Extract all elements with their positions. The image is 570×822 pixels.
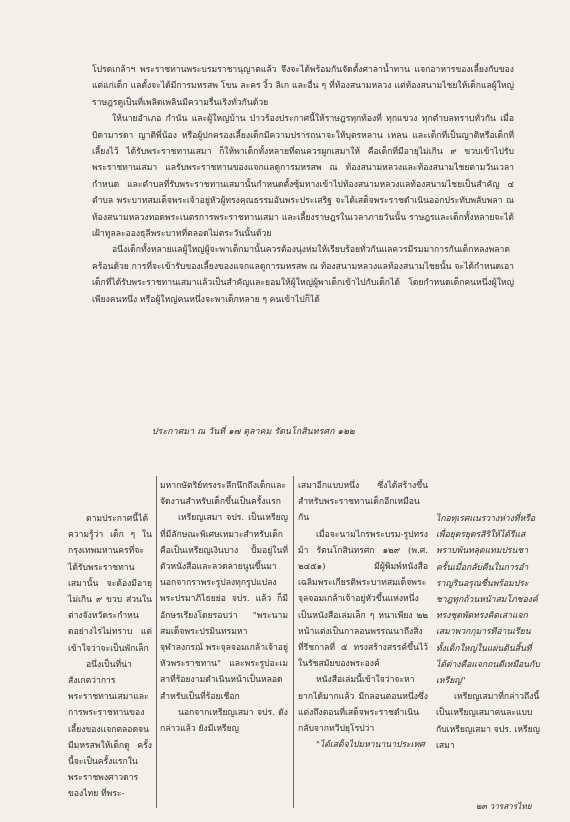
paragraph: อนึ่งเป็นที่น่าสังเกตว่าการพระราชทานเสมาและการพระราชทานของเลี้ยงของแจกตลอดจนมีมหรสพให้เด็กดู ครั้งนี้จะเป็นครั้งแรกในพระราชพงศาวดารของไทย ที่พระ- — [68, 659, 152, 800]
paragraph: มหากษัตริย์ทรงระลึกนึกถึงเด็กและจัดงานสำหรับเด็กขึ้นเป็นครั้งแรก — [160, 481, 287, 508]
column-divider — [293, 476, 294, 808]
paragraph: ให้นายอำเภอ กำนัน และผู้ใหญ่บ้าน ป่าวร้องประกาศนี้ให้ราษฎรทุกท้องที่ ทุกแขวง ทุกตำบลทราบทั่วกัน เมื่อบิดามารดา ญาติพี่น้อง หรือผู้ปกครองเลี้ยงเด็กมีความปรารถนาจะให้บุตรหลาน เหลน และเด็กที่เป็นญาติหรือเด็กที่เลี้ยงไว้ ได้รับพระราชทานเสมา ก็ให้พาเด็กทั้งหลายที่ตนควรผูกเสมาให้ คือเด็กที่มีอายุไม่เกิน ๙ ขวบเข้าไปรับพระราชทานเสมา แลรับพระราชทานของแจกแลดูการมหรสพ ณ ท้องสนามหลวงและท้องสนามไชยตามวันเวลากำหนด และตำบลที่รับพระราชทานเสมานั้นกำหนดตั้งซุ้มทางเข้าไปท้องสนามหลวงแลท้องสนามไชยเป็นสำคัญ ๔ ตำบล พระบาทสมเด็จพระเจ้าอยู่หัวผู้ทรงคุณธรรมอันพระประเสริฐ จะได้เสด็จพระราชดำเนินออกประทับพลับพลา ณ ท้องสนามหลวงทอดพระเนตรการพระราชทานเสมา และเลี้ยงราษฎรในเวลาภายวันนั้น ราษฎรและเด็กทั้งหลายจะได้เฝ้าทูลละอองธุลีพระบาทที่ตลอดไม่ตระวันนั้นด้วย — [92, 114, 514, 240]
column-3 — [298, 478, 428, 753]
paragraph: นอกจากเหรียญเสมา จปร. ดังกล่าวแล้ว ยังมีเหรียญ — [160, 707, 288, 735]
paragraph: หนังสือเล่มนี้เข้าใจว่าจะหายากได้มากแล้ว มีกลอนตอนหนึ่งซึ่งแต่งถึงตอนที่เสด็จพระราชดำเนินกลับจากทวีปยุโรปว่า — [298, 675, 428, 735]
paragraph: เสมาอีกแบบหนึ่ง ซึ่งได้สร้างขึ้นสำหรับพระราชทานเด็กอีกเหมือนกัน — [298, 481, 428, 524]
paragraph: โปรดเกล้าฯ พระราชทานพระบรมราชานุญาตแล้ว จึงจะได้พร้อมกันจัดตั้งศาลาน้ำทาน แจกอาหารของเลี้ยงกับของแต่แก่เด็ก แลตั้งจะได้มีการมหรสพ โขน ละคร งิ้ว ลิเก และอื่น ๆ ที่ท้องสนามหลวง แต่ท้องสนามไชยให้เด็กแลผู้ใหญ่ราษฎรดูเป็นที่เพลิดเพลินมีความรื่นเริงทั่วกันด้วย — [92, 65, 514, 108]
page-folio: ๒๓ วารสารไทย — [476, 801, 532, 811]
column-1 — [68, 511, 152, 803]
proclamation-dateline: ประกาศมา ณ วันที่ ๑๗ ตุลาคม รัตนโกสินทรศก ๑๒๒ — [152, 427, 355, 437]
paragraph: เหรียญเสมา จปร. เป็นเหรียญที่มีลักษณะพิเศษเหมาะสำหรับเด็ก คือเป็นเหรียญเงินบาง ปั้มอยู่ในที่ตัวหนังสือและลวดลายนูนขึ้นมา นอกจากราพระรูปลงทุกรูปแปลงพระปรมาภิไธยย่อ จปร. แล้ว ก็มีอักษรเรียงโดยรอบว่า "พระนามสมเด็จพระปรมินทรมหาจุฬาลงกรณ์ พระจุลจอมเกล้าเจ้าอยู่หัวพระราชทาน" และพระรูปอะเมสาที่ร้อยงามดำเนินหน้าเป็นหลอดสำหรับเป็นที่ร้อยเชือก — [160, 513, 289, 702]
top-text-block — [92, 62, 514, 308]
poem-quote: ไกอทุเรศแนรวางห่างที่หรือเพื่อยุตรยุตรสิริให้ได้รีแสพราบพ้นทลุตแทมปรนชาครั้นเมื่อกลับคืนในการอำราญรินอรุณชื่นพร้อมประชาฎทุกถ้วนหน้าสมโภชองค์ทรงชุตพัดทรงคิดเสาแจกเสมาพวกกุมารทีอ่านเรียนทั้งเด็กใหญ่ในแผ่นดินสิ้นที่ได้ต่างคือแจกถนดีเหมือนกับเหรียญ" — [436, 514, 540, 687]
column-4 — [436, 511, 540, 754]
column-divider — [156, 476, 157, 808]
paragraph: ตามประกาศนี้ได้ความรู้ว่า เด็ก ๆ ในกรุงเทพมหานครที่จะได้รับพระราชทานเสมานั้น จะต้องมีอายุไม่เกิน ๙ ขวบ ส่วนในต่างจังหวัดระกำหนดอย่างไรไม่ทราบ แต่เข้าใจว่าจะเป็นพักเล็ก — [68, 514, 152, 654]
paragraph: อนึ่งเด็กทั้งหลายแลผู้ใหญ่ผู้จะพาเด็กมานั้นควรต้องนุ่งห่มให้เรียบร้อยทั่วกันแลควรมีรมมาการกันเด็กหลงพลาดคร้อนด้วย การที่จะเข้ารับของเลี้ยงของแจกแลดูการมหรสพ ณ ท้องสนามหลวงแลท้องสนามไชยนั้น จะได้กำหนดเอาเด็กที่ได้รับพระราชทานเสมาแล้วเป็นสำคัญและยอมให้ผู้ใหญ่ผู้พาเด็กเข้าไปกับเด็กได้ โดยกำหนดเด็กคนหนึ่งผู้ใหญ่เพียงคนหนึ่ง หรือผู้ใหญ่คนหนึ่งจะพาเด็กหลาย ๆ คนเข้าไปก็ได้ — [92, 245, 514, 305]
paragraph: เมื่อจะนามไกรพระบรม-รูปทรงม้า รัตนโกสินทรศก ๑๒๙ (พ.ศ. ๒๔๕๑) มีผู้พิมพ์หนังสือเฉลิมพระเกียรติพระบาทสมเด็จพระจุลจอมเกล้าเจ้าอยู่หัวขึ้นแห่งหนึ่ง เป็นหนังสือเล่มเล็ก ๆ หนาเพียง ๒๒ หน้าแต่งเป็นกาลอนพรรณนาถึงสิ่งที่รีชกาลที่ ๕ ทรงสร้างสรรค์ขึ้นไว้ในรัชสมัยของพระองค์ — [298, 529, 429, 670]
poem-line: "ได้เสด็จไปมหานานาประเทศ — [316, 740, 425, 751]
paragraph: เหรียญเสมาที่กล่าวถึงนี้ เป็นเหรียญเสมาคนละแบบกับเหรียญเสมา จปร. เหรียญเสมา — [436, 692, 540, 751]
column-2 — [160, 478, 288, 737]
